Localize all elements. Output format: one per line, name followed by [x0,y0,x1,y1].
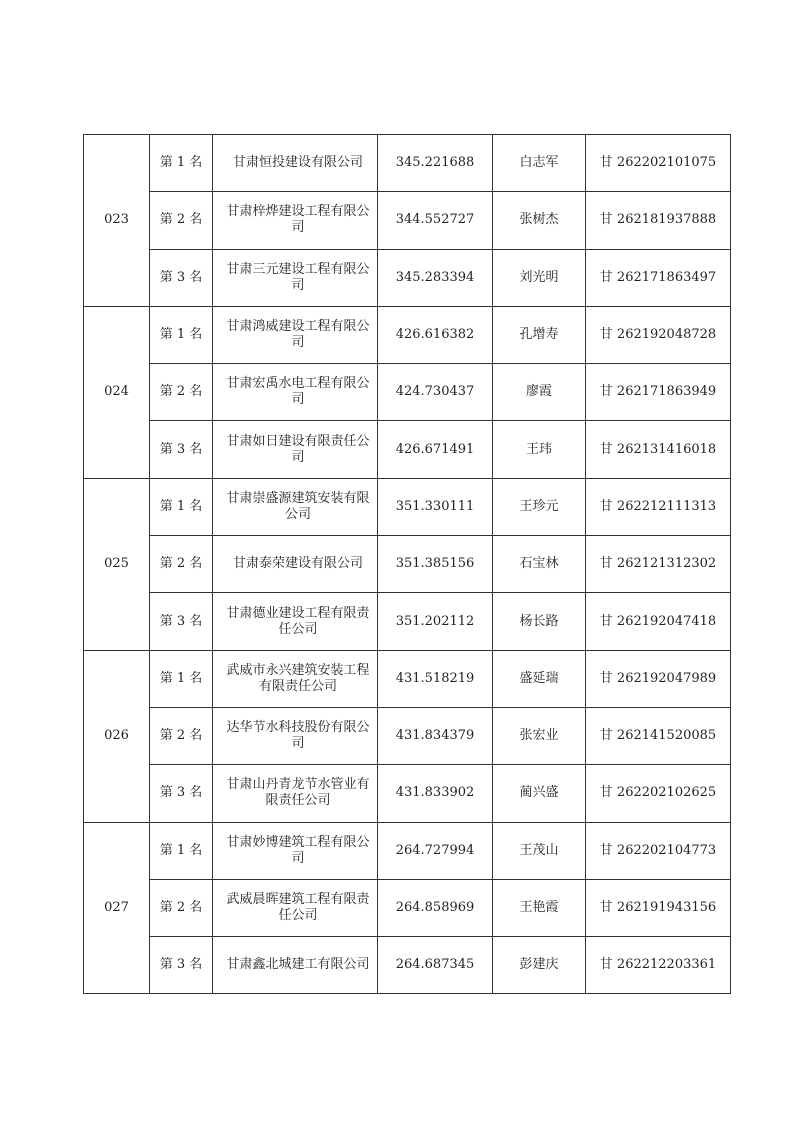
certificate-number-cell: 甘 262192047418 [586,593,731,650]
results-table [83,134,731,994]
company-cell: 甘肃鑫北城建工有限公司 [213,937,378,994]
table-row [84,249,731,306]
project-manager-cell: 蔺兴盛 [493,765,586,822]
table-row [84,937,731,994]
company-cell: 甘肃鸿威建设工程有限公司 [213,306,378,363]
company-cell: 武威晨晖建筑工程有限责任公司 [213,879,378,936]
table-row [84,593,731,650]
project-manager-cell: 杨长路 [493,593,586,650]
certificate-number-cell: 甘 262212111313 [586,478,731,535]
bid-price-cell: 431.518219 [378,650,493,707]
rank-cell: 第 2 名 [150,536,213,593]
lot-number-cell: 026 [84,650,150,822]
rank-cell: 第 2 名 [150,364,213,421]
bid-price-cell: 345.221688 [378,135,493,192]
company-cell: 甘肃如日建设有限责任公司 [213,421,378,478]
table-row [84,192,731,249]
table-row [84,822,731,879]
certificate-number-cell: 甘 262202104773 [586,822,731,879]
table-row [84,765,731,822]
certificate-number-cell: 甘 262131416018 [586,421,731,478]
company-cell: 武威市永兴建筑安装工程有限责任公司 [213,650,378,707]
bid-price-cell: 351.330111 [378,478,493,535]
project-manager-cell: 彭建庆 [493,937,586,994]
table-row [84,478,731,535]
rank-cell: 第 1 名 [150,478,213,535]
bid-price-cell: 426.671491 [378,421,493,478]
table-row [84,879,731,936]
rank-cell: 第 2 名 [150,707,213,764]
project-manager-cell: 刘光明 [493,249,586,306]
lot-number-cell: 024 [84,306,150,478]
certificate-number-cell: 甘 262192048728 [586,306,731,363]
project-manager-cell: 张宏业 [493,707,586,764]
bid-price-cell: 264.727994 [378,822,493,879]
rank-cell: 第 3 名 [150,421,213,478]
certificate-number-cell: 甘 262171863497 [586,249,731,306]
project-manager-cell: 孔增寿 [493,306,586,363]
bid-price-cell: 426.616382 [378,306,493,363]
project-manager-cell: 王珍元 [493,478,586,535]
rank-cell: 第 1 名 [150,822,213,879]
bid-price-cell: 351.202112 [378,593,493,650]
rank-cell: 第 1 名 [150,306,213,363]
bid-price-cell: 264.687345 [378,937,493,994]
lot-number-cell: 027 [84,822,150,994]
rank-cell: 第 3 名 [150,249,213,306]
bid-price-cell: 344.552727 [378,192,493,249]
rank-cell: 第 3 名 [150,765,213,822]
rank-cell: 第 1 名 [150,135,213,192]
certificate-number-cell: 甘 262191943156 [586,879,731,936]
lot-number-cell: 025 [84,478,150,650]
company-cell: 甘肃泰荣建设有限公司 [213,536,378,593]
company-cell: 甘肃妙博建筑工程有限公司 [213,822,378,879]
certificate-number-cell: 甘 262202102625 [586,765,731,822]
company-cell: 甘肃三元建设工程有限公司 [213,249,378,306]
project-manager-cell: 白志军 [493,135,586,192]
table-row [84,364,731,421]
table-row [84,536,731,593]
rank-cell: 第 2 名 [150,192,213,249]
project-manager-cell: 张树杰 [493,192,586,249]
results-table-body [84,135,731,994]
company-cell: 甘肃崇盛源建筑安装有限公司 [213,478,378,535]
company-cell: 甘肃恒投建设有限公司 [213,135,378,192]
table-row [84,421,731,478]
certificate-number-cell: 甘 262121312302 [586,536,731,593]
table-row [84,650,731,707]
company-cell: 达华节水科技股份有限公司 [213,707,378,764]
certificate-number-cell: 甘 262171863949 [586,364,731,421]
project-manager-cell: 盛延瑞 [493,650,586,707]
bid-price-cell: 431.833902 [378,765,493,822]
table-row [84,135,731,192]
table-row [84,707,731,764]
certificate-number-cell: 甘 262202101075 [586,135,731,192]
rank-cell: 第 2 名 [150,879,213,936]
bid-price-cell: 264.858969 [378,879,493,936]
project-manager-cell: 王艳霞 [493,879,586,936]
bid-price-cell: 351.385156 [378,536,493,593]
project-manager-cell: 廖霞 [493,364,586,421]
project-manager-cell: 王玮 [493,421,586,478]
rank-cell: 第 3 名 [150,937,213,994]
table-row [84,306,731,363]
company-cell: 甘肃德业建设工程有限责任公司 [213,593,378,650]
rank-cell: 第 1 名 [150,650,213,707]
company-cell: 甘肃梓烨建设工程有限公司 [213,192,378,249]
certificate-number-cell: 甘 262212203361 [586,937,731,994]
certificate-number-cell: 甘 262141520085 [586,707,731,764]
project-manager-cell: 石宝林 [493,536,586,593]
bid-price-cell: 345.283394 [378,249,493,306]
bid-price-cell: 431.834379 [378,707,493,764]
rank-cell: 第 3 名 [150,593,213,650]
company-cell: 甘肃山丹青龙节水管业有限责任公司 [213,765,378,822]
certificate-number-cell: 甘 262181937888 [586,192,731,249]
bid-price-cell: 424.730437 [378,364,493,421]
project-manager-cell: 王茂山 [493,822,586,879]
company-cell: 甘肃宏禹水电工程有限公司 [213,364,378,421]
lot-number-cell: 023 [84,135,150,307]
certificate-number-cell: 甘 262192047989 [586,650,731,707]
